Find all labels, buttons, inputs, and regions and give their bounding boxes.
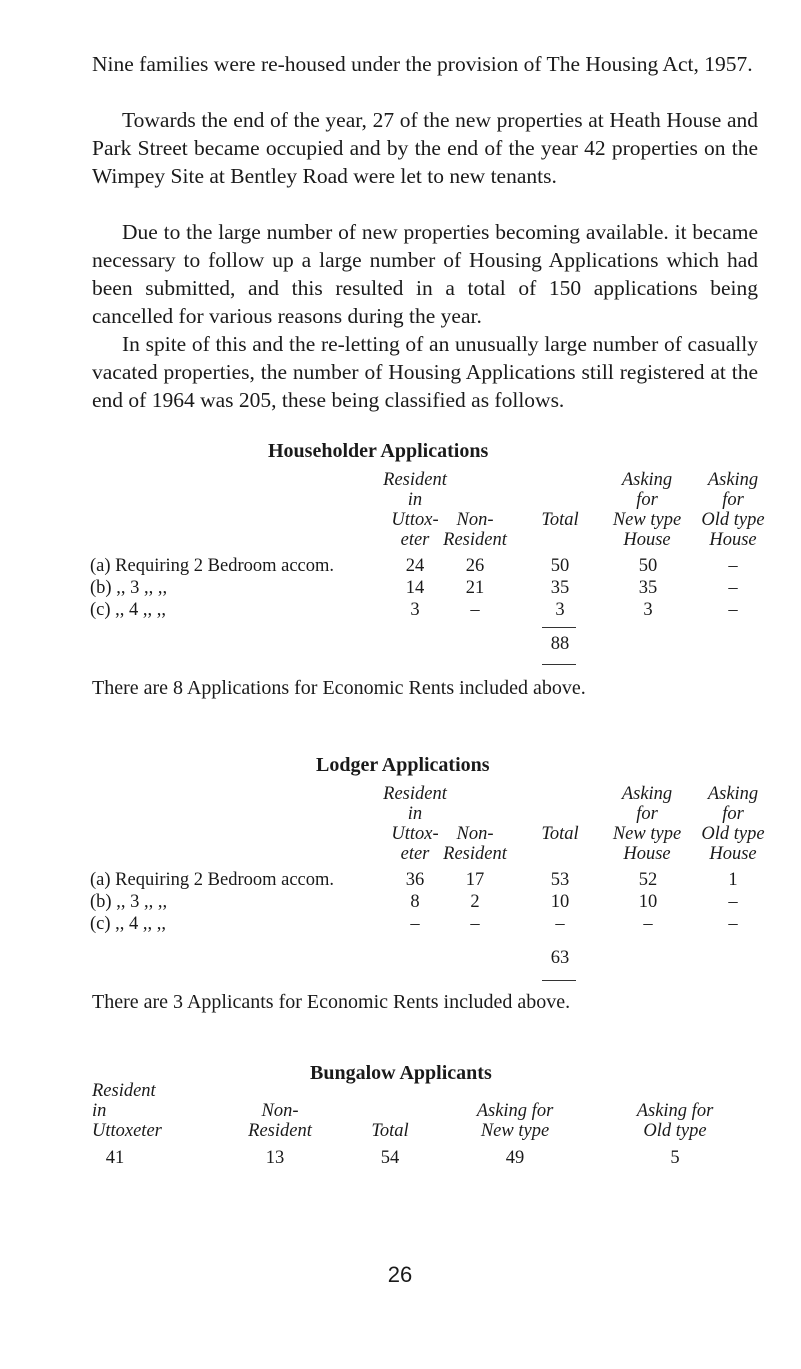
hh-cell-nonres: 26	[465, 556, 485, 576]
hh-cell-old: –	[728, 578, 738, 598]
lg-cell-total: 53	[550, 870, 570, 890]
hh-head-resident-2: in	[407, 490, 423, 510]
bg-head-old-1: Asking for	[636, 1101, 714, 1121]
lg-head-old-4: House	[709, 844, 757, 864]
bg-head-total: Total	[371, 1121, 409, 1141]
lg-head-resident-1: Resident	[383, 784, 447, 804]
bg-head-resident-3: Uttoxeter	[92, 1121, 162, 1141]
lg-row-label: (a) Requiring 2 Bedroom accom.	[90, 870, 335, 890]
lg-head-new-4: House	[623, 844, 671, 864]
hh-head-new-4: House	[623, 530, 671, 550]
hh-head-resident-1: Resident	[383, 470, 447, 490]
lg-head-nonres-1: Non-	[456, 824, 494, 844]
lg-cell-old: –	[728, 914, 738, 934]
hh-head-old-1: Asking	[707, 470, 759, 490]
paragraph-1: Nine families were re-housed under the provision of The Housing Act, 1957.	[92, 52, 753, 76]
lg-head-resident-3: Uttox-	[391, 824, 439, 844]
hh-cell-resident: 14	[405, 578, 425, 598]
lg-cell-old: –	[728, 892, 738, 912]
hh-cell-new: 50	[638, 556, 658, 576]
hh-total-rule-top	[542, 627, 576, 628]
bg-head-resident-1: Resident	[92, 1081, 156, 1101]
hh-row-label: (a) Requiring 2 Bedroom accom.	[90, 556, 335, 576]
lodger-note: There are 3 Applicants for Economic Rents included above.	[92, 991, 571, 1013]
lg-head-resident-4: eter	[400, 844, 430, 864]
hh-cell-old: –	[728, 556, 738, 576]
hh-cell-resident: 24	[405, 556, 425, 576]
hh-cell-nonres: 21	[465, 578, 485, 598]
bg-cell-nonres: 13	[265, 1148, 285, 1168]
lg-cell-old: 1	[728, 870, 738, 890]
lodger-grand-total: 63	[550, 948, 570, 968]
hh-cell-total: 50	[550, 556, 570, 576]
lg-head-old-2: for	[722, 804, 744, 824]
hh-head-new-3: New type	[612, 510, 682, 530]
lg-cell-nonres: 2	[470, 892, 480, 912]
lg-head-total: Total	[541, 824, 579, 844]
hh-cell-new: 35	[638, 578, 658, 598]
lg-cell-new: 52	[638, 870, 658, 890]
hh-head-resident-4: eter	[400, 530, 430, 550]
lg-cell-new: –	[643, 914, 653, 934]
lg-head-resident-2: in	[407, 804, 423, 824]
hh-head-resident-3: Uttox-	[391, 510, 439, 530]
lg-cell-resident: 36	[405, 870, 425, 890]
bg-cell-new: 49	[505, 1148, 525, 1168]
paragraph-3: Due to the large number of new properties becoming available. it became necessary to follow up a large number of Housing Applications which had been submitted, and this resulted in a total of 150 applications being cancelled for various reasons during the year.	[92, 220, 758, 328]
lg-head-new-3: New type	[612, 824, 682, 844]
bg-head-new-1: Asking for	[476, 1101, 554, 1121]
lg-cell-nonres: –	[470, 914, 480, 934]
paragraph-2: Towards the end of the year, 27 of the new properties at Heath House and Park Street became occupied and by the end of the year 42 properties on the Wimpey Site at Bentley Road were let to new tenants.	[92, 108, 758, 188]
lg-head-old-3: Old type	[701, 824, 765, 844]
hh-cell-new: 3	[643, 600, 653, 620]
lg-head-nonres-2: Resident	[443, 844, 507, 864]
hh-head-nonres-2: Resident	[443, 530, 507, 550]
lg-head-old-1: Asking	[707, 784, 759, 804]
householder-title: Householder Applications	[268, 440, 489, 462]
lg-cell-total: 10	[550, 892, 570, 912]
bg-head-nonres-1: Non-	[261, 1101, 299, 1121]
householder-grand-total: 88	[550, 634, 570, 654]
page-number: 26	[387, 1262, 413, 1287]
bg-cell-resident: 41	[105, 1148, 125, 1168]
hh-head-nonres-1: Non-	[456, 510, 494, 530]
lodger-title: Lodger Applications	[316, 754, 490, 776]
hh-row-label: (b) ,, 3 ,, ,,	[90, 578, 168, 598]
lg-cell-nonres: 17	[465, 870, 485, 890]
bg-cell-total: 54	[380, 1148, 400, 1168]
paragraph-4: In spite of this and the re-letting of an unusually large number of casually vacated properties, the number of Housing Applications still registered at the end of 1964 was 205, these being classified as follows.	[92, 332, 758, 412]
householder-note: There are 8 Applications for Economic Rents included above.	[92, 677, 586, 699]
lg-head-new-1: Asking	[621, 784, 673, 804]
hh-total-rule-bottom	[542, 664, 576, 665]
hh-head-old-3: Old type	[701, 510, 765, 530]
hh-cell-total: 35	[550, 578, 570, 598]
lg-row-label: (b) ,, 3 ,, ,,	[90, 892, 168, 912]
lg-cell-total: –	[555, 914, 565, 934]
hh-head-new-2: for	[636, 490, 658, 510]
hh-cell-total: 3	[555, 600, 565, 620]
bg-cell-old: 5	[670, 1148, 680, 1168]
lg-cell-resident: 8	[410, 892, 420, 912]
hh-cell-resident: 3	[410, 600, 420, 620]
lg-cell-resident: –	[410, 914, 420, 934]
bg-head-resident-2: in	[92, 1101, 107, 1121]
bg-head-nonres-2: Resident	[248, 1121, 312, 1141]
hh-head-old-4: House	[709, 530, 757, 550]
lg-total-rule-bottom	[542, 980, 576, 981]
bg-head-old-2: Old type	[643, 1121, 707, 1141]
lg-cell-new: 10	[638, 892, 658, 912]
hh-cell-old: –	[728, 600, 738, 620]
bungalow-title: Bungalow Applicants	[310, 1062, 492, 1084]
hh-row-label: (c) ,, 4 ,, ,,	[90, 600, 167, 620]
hh-head-old-2: for	[722, 490, 744, 510]
bg-head-new-2: New type	[480, 1121, 550, 1141]
lg-row-label: (c) ,, 4 ,, ,,	[90, 914, 167, 934]
hh-cell-nonres: –	[470, 600, 480, 620]
lg-head-new-2: for	[636, 804, 658, 824]
hh-head-new-1: Asking	[621, 470, 673, 490]
hh-head-total: Total	[541, 510, 579, 530]
